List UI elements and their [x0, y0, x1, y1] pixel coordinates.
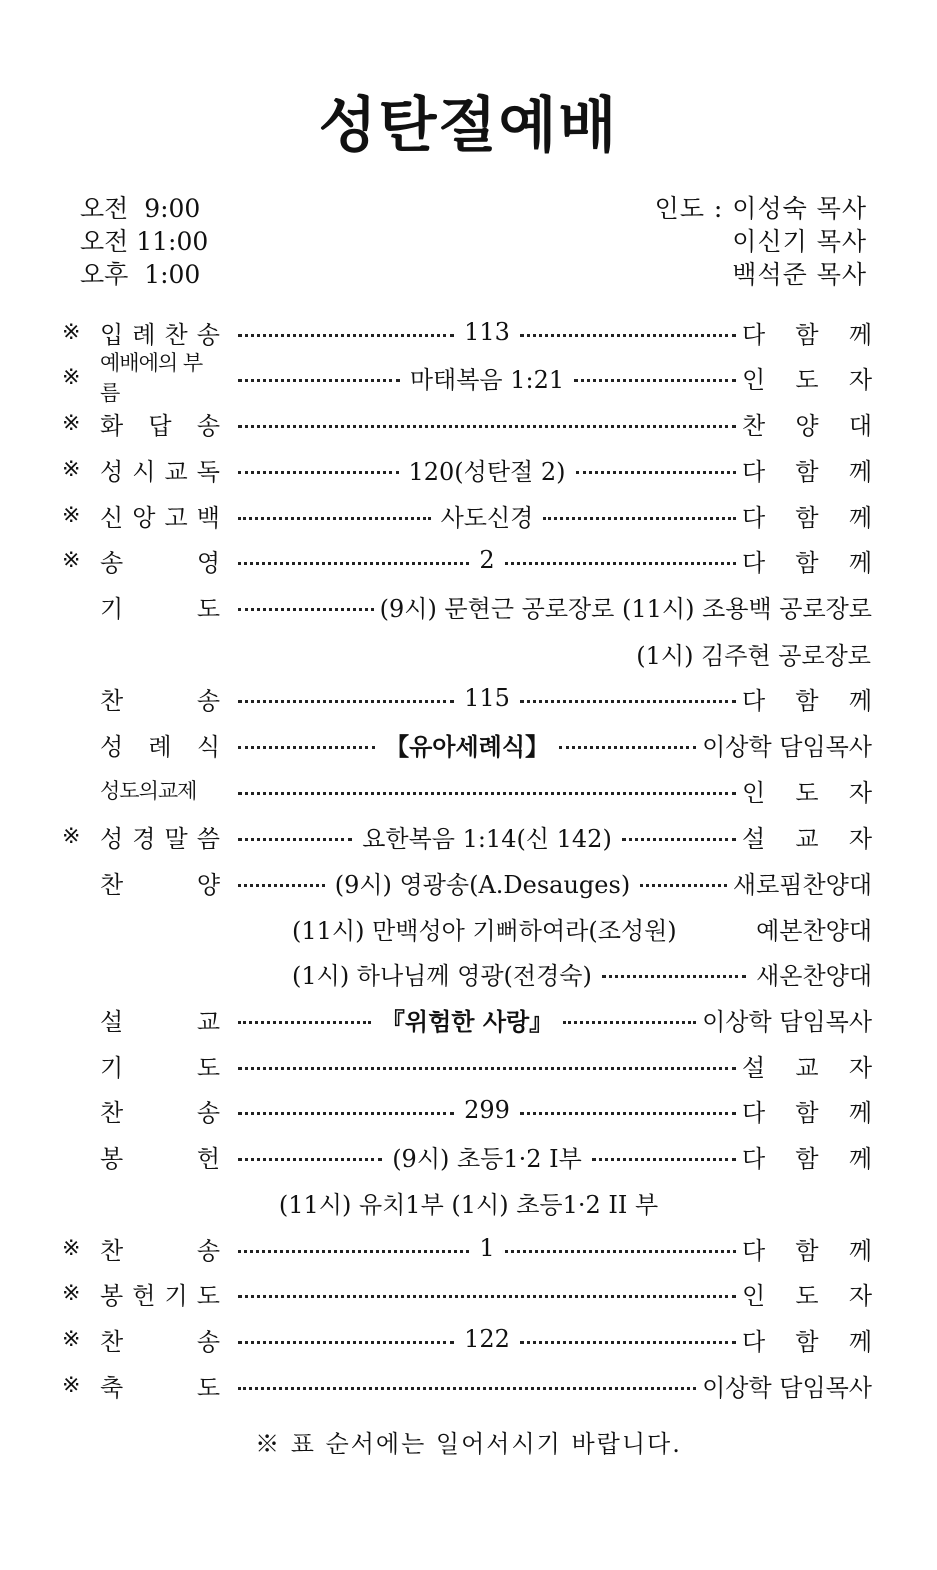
- anthem-3-choir: 새온찬양대: [756, 961, 872, 990]
- order-item-label: 기 도: [100, 1053, 220, 1082]
- order-item: [62, 586, 872, 626]
- order-item-detail: 【유아세례식】: [385, 731, 549, 761]
- order-item: [62, 724, 872, 764]
- order-item-label: 성도의교제: [100, 779, 197, 803]
- order-item-leader: 다 함 께: [742, 1236, 872, 1265]
- order-item-label: 화 답 송: [100, 411, 220, 440]
- anthem-line-3: [292, 953, 872, 993]
- order-item: [62, 999, 872, 1039]
- order-item-label: 찬 송: [100, 686, 220, 715]
- order-item-detail: 122: [464, 1325, 510, 1353]
- order-item-leader: (9시) 문현근 공로장로 (11시) 조용백 공로장로: [379, 594, 872, 623]
- order-item: [62, 1045, 872, 1085]
- anthem-2-choir: 예본찬양대: [756, 916, 872, 945]
- leader-dots: [520, 1341, 736, 1344]
- order-item: [62, 1228, 872, 1268]
- order-item-label: 찬 송: [100, 1327, 220, 1356]
- order-item: [62, 495, 872, 535]
- order-item-detail: 『위험한 사랑』: [380, 1006, 554, 1036]
- order-item-label: 찬 송: [100, 1098, 220, 1127]
- order-item-leader: 다 함 께: [742, 457, 872, 486]
- order-item: [62, 540, 872, 580]
- order-item: [62, 1319, 872, 1359]
- order-item: [62, 770, 872, 810]
- order-item-label: 예배에의 부름: [100, 351, 203, 405]
- leader-dots: [520, 334, 736, 337]
- leader-dots: [602, 975, 746, 978]
- leader-dots: [592, 1158, 736, 1161]
- order-item-detail: 115: [464, 684, 510, 712]
- leader-dots: [238, 1250, 469, 1253]
- leader-dots: [505, 1250, 736, 1253]
- stand-mark: ※: [62, 1372, 81, 1398]
- order-item-detail: 2: [479, 546, 495, 574]
- order-item-leader: 찬 양 대: [742, 411, 872, 440]
- order-item-detail: 요한복음 1:14(신 142): [362, 824, 612, 853]
- leader-dots: [238, 700, 454, 703]
- order-item-detail: (9시) 영광송(A.Desauges): [334, 870, 631, 899]
- order-item-detail: 마태복음 1:21: [409, 365, 565, 394]
- order-item: [62, 449, 872, 489]
- order-item-leader: 이상학 담임목사: [702, 732, 872, 761]
- stand-mark: ※: [62, 502, 81, 528]
- order-item: [62, 678, 872, 718]
- order-item-detail: 사도신경: [440, 503, 534, 532]
- order-item-leader: 인 도 자: [742, 365, 873, 394]
- order-item: [62, 1136, 872, 1176]
- order-item-leader: 인 도 자: [742, 778, 872, 807]
- order-item-leader: 인 도 자: [742, 1281, 872, 1310]
- order-item-label: 입 례 찬 송: [100, 320, 220, 349]
- leader-dots: [238, 1067, 736, 1070]
- leader-dots: [238, 1341, 454, 1344]
- order-item-detail: 113: [464, 318, 510, 346]
- leader-dots: [238, 379, 400, 382]
- order-item: [62, 816, 872, 856]
- leader-dots: [238, 1158, 382, 1161]
- order-item-label: 기 도: [100, 594, 220, 623]
- order-item-leader: 새로핌찬양대: [732, 870, 873, 899]
- order-item-detail: 120(성탄절 2): [408, 457, 566, 486]
- stand-mark: ※: [62, 823, 81, 849]
- order-item-leader: 다 함 께: [742, 1327, 872, 1356]
- order-item-leader: 다 함 께: [742, 686, 872, 715]
- leader-dots: [238, 471, 399, 474]
- leader-dots: [574, 379, 736, 382]
- order-item: [62, 351, 873, 405]
- stand-mark: ※: [62, 319, 81, 345]
- order-item-leader: 설 교 자: [742, 1053, 872, 1082]
- leader-dots: [238, 425, 736, 428]
- leader-dots: [238, 746, 375, 749]
- offering-continuation: (11시) 유치1부 (1시) 초등1·2 II 부: [278, 1190, 659, 1219]
- service-time: 오전 11:00: [80, 227, 209, 256]
- order-item: [62, 1273, 872, 1313]
- leader-dots: [238, 608, 374, 611]
- order-item-leader: 이상학 담임목사: [702, 1373, 872, 1402]
- leader: 백석준 목사: [732, 260, 867, 289]
- leader-dots: [559, 746, 696, 749]
- leader-dots: [238, 1021, 371, 1024]
- leader-dots: [238, 1112, 454, 1115]
- leader-dots: [238, 334, 454, 337]
- leader-dots: [238, 562, 469, 565]
- order-item-leader: 다 함 께: [742, 1098, 872, 1127]
- order-item-label: 성 례 식: [100, 732, 220, 761]
- order-item-leader: 다 함 께: [742, 503, 872, 532]
- order-item-label: 성 경 말 씀: [100, 824, 220, 853]
- order-item: [62, 862, 872, 902]
- leader: 이신기 목사: [732, 227, 867, 256]
- order-item-label: 봉 헌 기 도: [100, 1281, 220, 1310]
- order-item-leader: 다 함 께: [742, 1144, 873, 1173]
- leader-dots: [622, 838, 736, 841]
- leader-dots: [543, 517, 736, 520]
- leader-dots: [576, 471, 737, 474]
- prayer-continuation: (1시) 김주현 공로장로: [636, 641, 871, 670]
- leader-dots: [238, 838, 352, 841]
- leader-dots: [238, 1387, 696, 1390]
- order-item-label: 설 교: [100, 1007, 220, 1036]
- order-item-detail: (9시) 초등1·2 I부: [392, 1144, 582, 1173]
- stand-mark: ※: [62, 410, 81, 436]
- order-item-leader: 다 함 께: [742, 548, 872, 577]
- order-item-label: 찬 양: [100, 870, 220, 899]
- order-item-label: 송 영: [100, 548, 220, 577]
- leader-dots: [238, 884, 325, 887]
- leader-dots: [520, 700, 736, 703]
- order-item-leader: 이상학 담임목사: [702, 1007, 873, 1036]
- service-leaders: [655, 192, 867, 291]
- leader-dots: [238, 792, 736, 795]
- order-item: [62, 312, 872, 352]
- page-title: 성탄절예배: [318, 91, 619, 161]
- leader-dots: [505, 562, 736, 565]
- stand-mark: ※: [62, 1280, 81, 1306]
- order-item: [62, 1365, 872, 1405]
- order-item-label: 축 도: [100, 1373, 220, 1402]
- service-times: [80, 192, 208, 291]
- anthem-3-text: (1시) 하나님께 영광(전경숙): [292, 961, 592, 990]
- order-item-label: 성 시 교 독: [100, 457, 220, 486]
- leader-dots: [238, 517, 431, 520]
- order-item: [62, 1090, 872, 1130]
- leader: 인도 : 이성숙 목사: [654, 194, 867, 223]
- service-time: 오후 1:00: [80, 260, 201, 289]
- order-item-label: 신 앙 고 백: [100, 503, 220, 532]
- stand-mark: ※: [62, 1235, 81, 1261]
- order-item-detail: 299: [464, 1096, 510, 1124]
- leader-dots: [238, 1295, 736, 1298]
- stand-mark: ※: [62, 547, 81, 573]
- order-item-label: 찬 송: [100, 1236, 220, 1265]
- leader-dots: [520, 1112, 736, 1115]
- order-item-detail: 1: [479, 1234, 495, 1262]
- service-time: 오전 9:00: [80, 194, 201, 223]
- order-item: [62, 403, 872, 443]
- order-item-leader: 설 교 자: [742, 824, 873, 853]
- order-item-label: 봉 헌: [100, 1144, 220, 1173]
- stand-mark: ※: [62, 364, 81, 390]
- anthem-2-text: (11시) 만백성아 기뻐하여라(조성원): [292, 916, 677, 945]
- stand-mark: ※: [62, 456, 81, 482]
- stand-mark: ※: [62, 1326, 81, 1352]
- leader-dots: [563, 1021, 696, 1024]
- order-item-leader: 다 함 께: [742, 320, 872, 349]
- anthem-line-2: [292, 908, 872, 948]
- leader-dots: [640, 884, 727, 887]
- footer-note: ※ 표 순서에는 일어서시기 바랍니다.: [255, 1430, 682, 1458]
